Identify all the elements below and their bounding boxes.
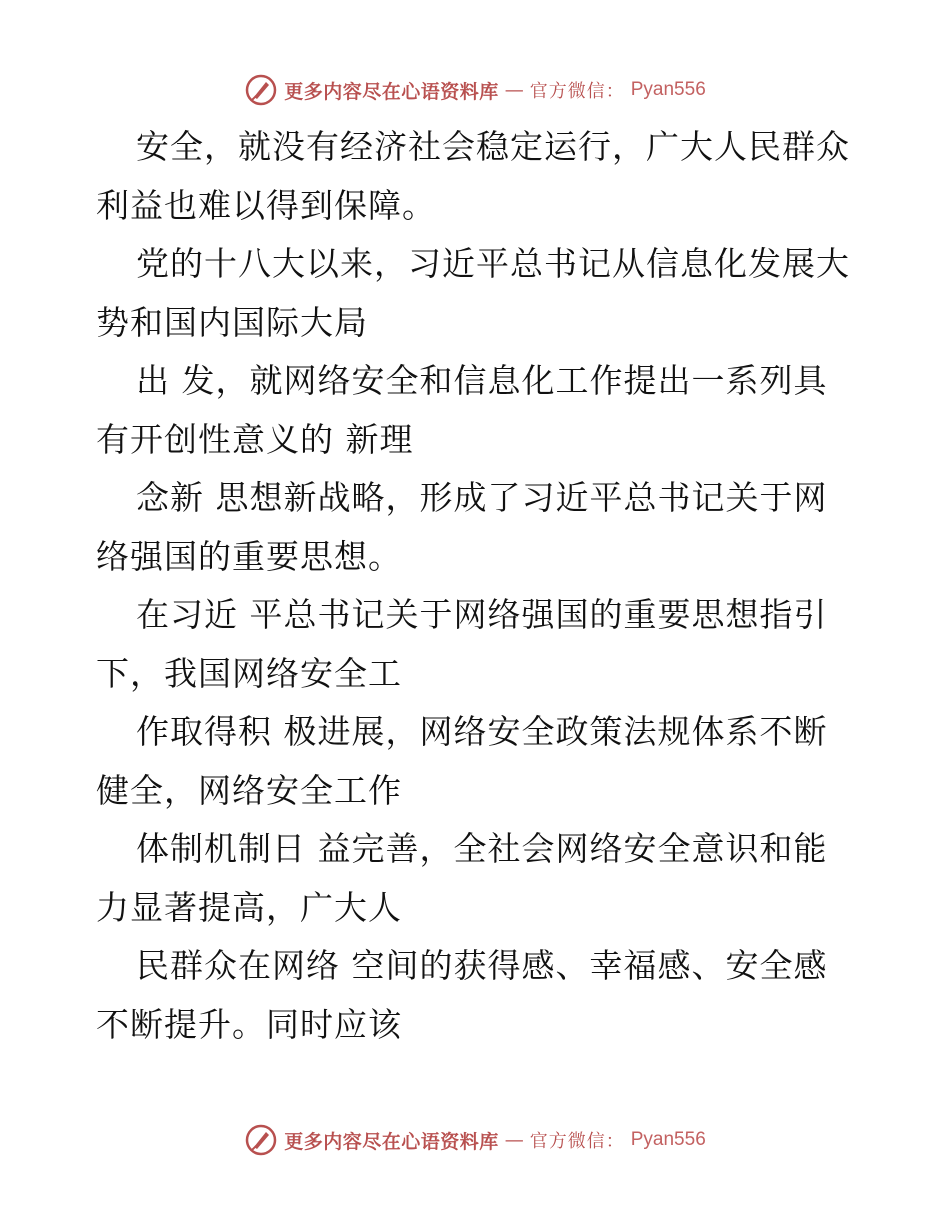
text-line: 出 发，就网络安全和信息化工作提出一系列具 [136,361,828,400]
text-line: 力显著提高，广大人 [96,887,402,927]
site-name: 更多内容尽在心语资料库 [284,80,499,103]
wechat-label: 官方微信： [529,1131,625,1152]
wechat-label: 官方微信： [529,81,625,102]
text-line: 不断提升。同时应该 [96,1004,402,1044]
text-line: 党的十八大以来，习近平总书记从信息化发展大 [136,244,850,283]
document-body [96,118,866,1054]
site-name: 更多内容尽在心语资料库 [284,1130,499,1153]
header-banner [0,70,950,110]
banner-dash: — [504,1129,524,1151]
text-line: 健全，网络安全工作 [96,770,402,810]
text-line: 势和国内国际大局 [96,302,368,342]
footer-banner [0,1120,950,1160]
text-line: 作取得积 极进展，网络安全政策法规体系不断 [136,712,828,751]
quill-logo-icon [244,1123,278,1157]
wechat-id: Pyan556 [630,1129,706,1150]
text-line: 民群众在网络 空间的获得感、幸福感、安全感 [136,946,828,985]
text-line: 利益也难以得到保障。 [96,185,436,225]
wechat-id: Pyan556 [630,79,706,100]
text-line: 下，我国网络安全工 [96,653,402,693]
banner-dash: — [504,79,524,101]
text-line: 有开创性意义的 新理 [96,419,414,459]
text-line: 体制机制日 益完善，全社会网络安全意识和能 [136,829,828,868]
quill-logo-icon [244,73,278,107]
text-line: 念新 思想新战略，形成了习近平总书记关于网 [136,478,828,517]
text-line: 络强国的重要思想。 [96,536,402,576]
text-line: 安全，就没有经济社会稳定运行，广大人民群众 [136,127,850,166]
text-line: 在习近 平总书记关于网络强国的重要思想指引 [136,595,828,634]
